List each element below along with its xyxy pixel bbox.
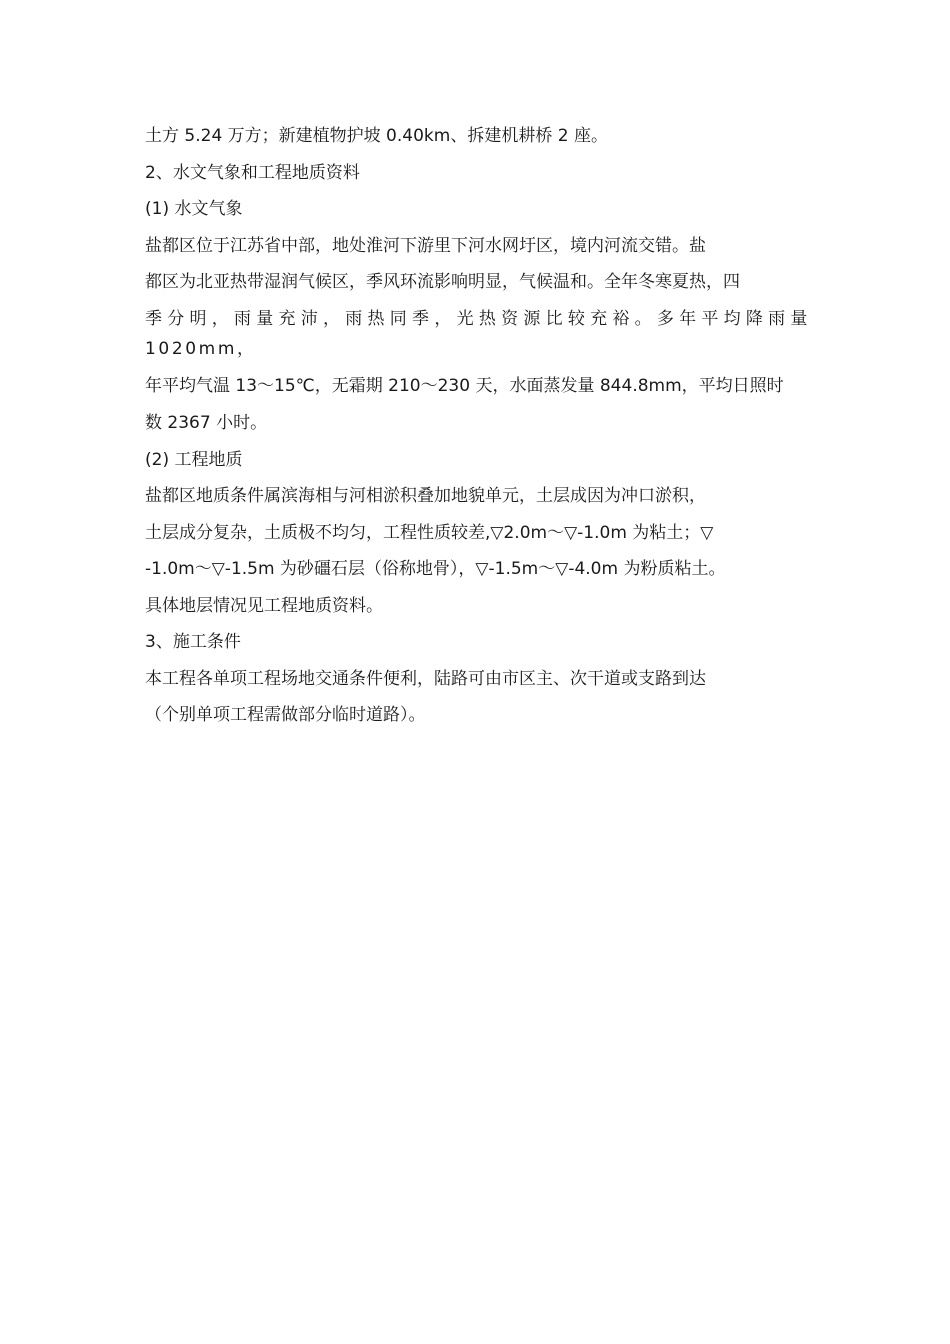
- paragraph-line-16: （个别单项工程需做部分临时道路）。: [145, 705, 426, 725]
- paragraph-line-4: 盐都区位于江苏省中部，地处淮河下游里下河水网圩区，境内河流交错。盐: [145, 235, 706, 256]
- paragraph-line-1: 土方 5.24 万方；新建植物护坡 0.40km、拆建机耕桥 2 座。: [145, 126, 608, 146]
- paragraph-line-10: 盐都区地质条件属滨海相与河相淤积叠加地貌单元，土层成因为冲口淤积，: [145, 486, 706, 506]
- subsection-heading-geology: (2) 工程地质: [145, 449, 243, 470]
- document-body: [145, 118, 810, 734]
- paragraph-line-8: 数 2367 小时。: [145, 413, 268, 433]
- paragraph-line-12: -1.0m～▽-1.5m 为砂礓石层（俗称地骨），▽-1.5m～▽-4.0m 为粉质粘土。: [145, 559, 726, 579]
- paragraph-line-13: 具体地层情况见工程地质资料。: [145, 595, 383, 616]
- subsection-heading-hydrology: (1) 水文气象: [145, 199, 243, 219]
- paragraph-line-5: 都区为北亚热带湿润气候区，季风环流影响明显，气候温和。全年冬寒夏热，四: [145, 272, 740, 292]
- paragraph-line-6: 季分明，雨量充沛，雨热同季，光热资源比较充裕。多年平均降雨量 1020mm，: [145, 309, 810, 359]
- section-heading-3: 3、施工条件: [145, 632, 241, 652]
- paragraph-line-7: 年平均气温 13～15℃，无霜期 210～230 天，水面蒸发量 844.8mm，平均日照时: [145, 376, 784, 396]
- paragraph-line-15: 本工程各单项工程场地交通条件便利，陆路可由市区主、次干道或支路到达: [145, 668, 706, 689]
- paragraph-line-11: 土层成分复杂，土质极不均匀，工程性质较差,▽2.0m～▽-1.0m 为粘土；▽: [145, 522, 714, 543]
- section-heading-2: 2、水文气象和工程地质资料: [145, 162, 360, 183]
